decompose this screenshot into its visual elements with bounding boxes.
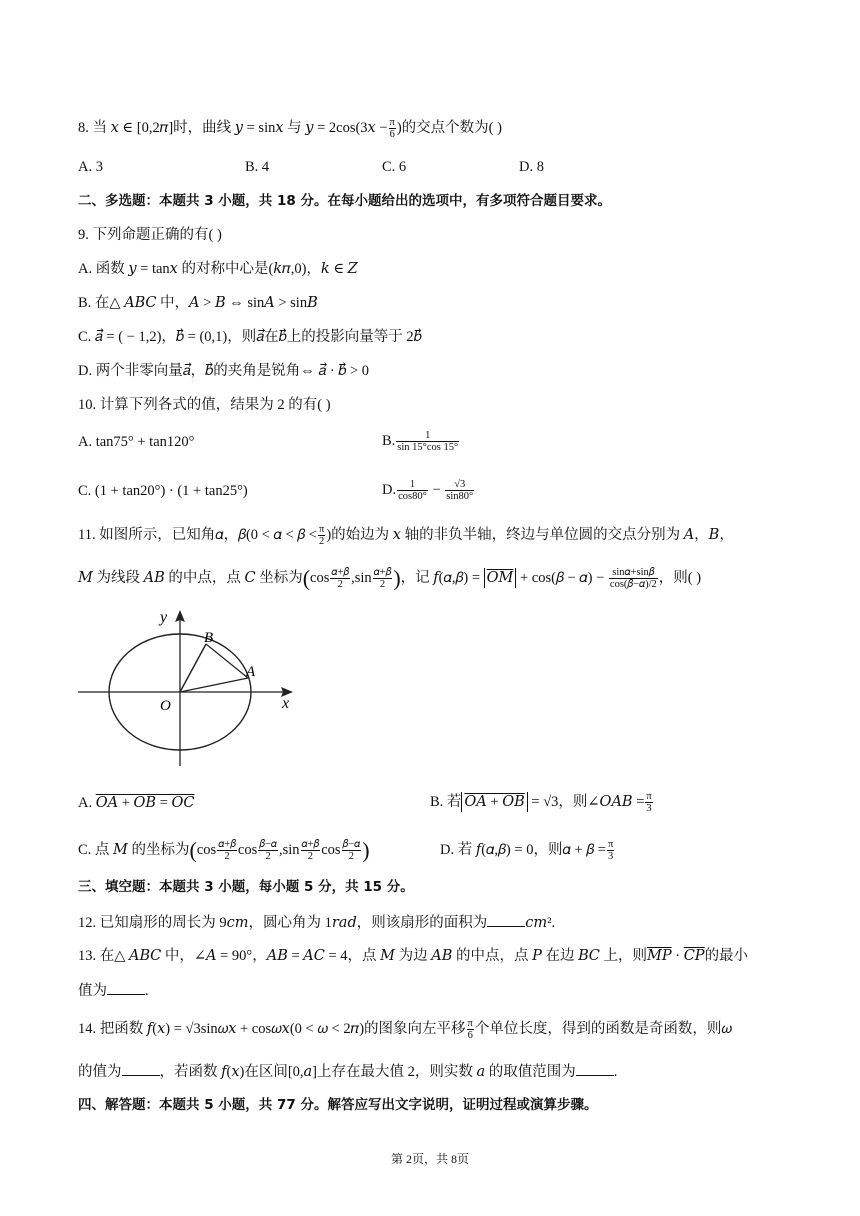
q8-option-c: C. 6: [382, 159, 407, 175]
section2-heading: 二、多选题：本题共 3 小题，共 18 分。在每小题给出的选项中，有多项符合题目要求。: [78, 193, 611, 209]
unit-circle-figure: [76, 606, 301, 771]
q10-option-d: D. $\frac{1}{\cos 80^\circ}$ − $\frac{√3}{\sin 80^\circ}$: [382, 479, 474, 502]
segment-ob: [180, 644, 206, 692]
q13-line2: 值为 .: [78, 980, 149, 1001]
q10-option-c: C. (1 + tan20°) · (1 + tan25°): [78, 483, 248, 499]
q11-option-c: C. 点 𝑀 的坐标为(cos $\frac{\text{𝛼+𝛽}}{2}$ cos $\frac{\text{𝛽−𝛼}}{2}$ ,sin $\frac{\text{𝛼+𝛽}}{2}$ cos $\frac{\text{𝛽−𝛼}}{2}$ ): [78, 837, 370, 863]
q13-stem: 13. 在△ 𝐴𝐵𝐶 中，∠𝐴 = 90°，𝐴𝐵 = 𝐴𝐶 = 4，点 𝑀 为边 𝐴𝐵 的中点，点 𝑃 在边 𝐵𝐶 上，则𝑀𝑃 · 𝐶𝑃的最小: [78, 948, 749, 964]
q8-option-b: B. 4: [245, 159, 270, 175]
label-a: A: [246, 664, 256, 680]
q10-option-a: A. tan75° + tan120°: [78, 434, 195, 450]
section4-heading: 四、解答题：本题共 5 小题，共 77 分。解答应写出文字说明，证明过程或演算步骤。: [78, 1097, 598, 1113]
q11-line1: 11. 如图所示，已知角𝛼，𝛽(0 < 𝛼 < 𝛽 < $\frac{\pi}{2}$ )的始边为 𝑥 轴的非负半轴，终边与单位圆的交点分别为 𝐴，𝐵，: [78, 524, 734, 547]
q10-stem: 10. 计算下列各式的值，结果为 2 的有( ): [78, 397, 331, 413]
q14-line2: 的值为 ，若函数 𝑓(𝑥)在区间[0,𝑎]上存在最大值 2，则实数 𝑎 的取值范围为 .: [78, 1061, 617, 1082]
q9-option-c: C. 𝑎⃗ = ( − 1,2)，𝑏⃗ = (0,1)，则𝑎⃗在𝑏⃗上的投影向量等于 2𝑏⃗: [78, 329, 422, 345]
label-b: B: [204, 630, 214, 646]
q8-option-a: A. 3: [78, 159, 103, 175]
q8-stem: 8. 当 𝑥 ∈ [0,2𝜋]时，曲线 𝑦 = sin𝑥 与 𝑦 = 2cos(3𝑥 − $\frac{\pi}{6}$ )的交点个数为( ): [78, 117, 502, 140]
q11-option-d: D. 若 𝑓(𝛼,𝛽) = 0，则𝛼 + 𝛽 = $\frac{\pi}{3}$: [440, 839, 614, 862]
label-x: x: [282, 695, 290, 712]
q8-option-d: D. 8: [519, 159, 544, 175]
q9-option-b: B. 在△ 𝐴𝐵𝐶 中，𝐴 > 𝐵 ⇔ sin𝐴 > sin𝐵: [78, 295, 318, 311]
q12-answer-blank[interactable]: [487, 912, 525, 927]
q11-option-b: B. 若 𝑂𝐴 + 𝑂𝐵 = √3，则∠𝑂𝐴𝐵 = $\frac{\pi}{3}$: [430, 791, 652, 814]
label-o: O: [160, 698, 171, 714]
q9-option-a: A. 函数 𝑦 = tan𝑥 的对称中心是(𝑘𝜋,0)，𝑘 ∈ 𝑍: [78, 261, 358, 277]
q9-stem: 9. 下列命题正确的有( ): [78, 227, 222, 243]
q11-option-a: A. 𝑂𝐴 + 𝑂𝐵 = 𝑂𝐶: [78, 795, 195, 811]
q13-answer-blank[interactable]: [107, 980, 145, 995]
q8-frac: $\frac{\pi}{6}$: [389, 117, 395, 140]
label-y: y: [160, 609, 168, 626]
q10-option-b: B. $\frac{1}{\sin 15^\circ\cos 15^\circ}$: [382, 430, 459, 453]
segment-oa: [180, 678, 248, 692]
q12-stem: 12. 已知扇形的周长为 9𝑐𝑚，圆心角为 1𝑟𝑎𝑑，则该扇形的面积为 𝑐𝑚².: [78, 912, 555, 933]
q11-line2: 𝑀 为线段 𝐴𝐵 的中点，点 𝐶 坐标为(cos $\frac{\text{𝛼+𝛽}}{2}$ ,sin $\frac{\text{𝛼+𝛽}}{2}$ )，记 𝑓(𝛼,𝛽) = 𝑂𝑀 + cos(𝛽 − 𝛼) − $\frac{\text{sin𝛼+sin𝛽}}{\text{cos(𝛽−𝛼)/2}}$ ，则( ): [78, 565, 702, 591]
q14-answer-blank-2[interactable]: [576, 1061, 614, 1076]
q14-stem: 14. 把函数 𝑓(𝑥) = √3sin𝜔𝑥 + cos𝜔𝑥(0 < 𝜔 < 2𝜋)的图象向左平移 $\frac{\pi}{6}$ 个单位长度，得到的函数是奇函数，则𝜔: [78, 1018, 732, 1041]
page-footer: 第 2页，共 8页: [390, 1152, 469, 1166]
section3-heading: 三、填空题：本题共 3 小题，每小题 5 分，共 15 分。: [78, 879, 414, 895]
q9-option-d: D. 两个非零向量𝑎⃗，𝑏⃗的夹角是锐角⇔ 𝑎⃗ · 𝑏⃗ > 0: [78, 363, 370, 379]
q14-answer-blank-1[interactable]: [122, 1061, 160, 1076]
